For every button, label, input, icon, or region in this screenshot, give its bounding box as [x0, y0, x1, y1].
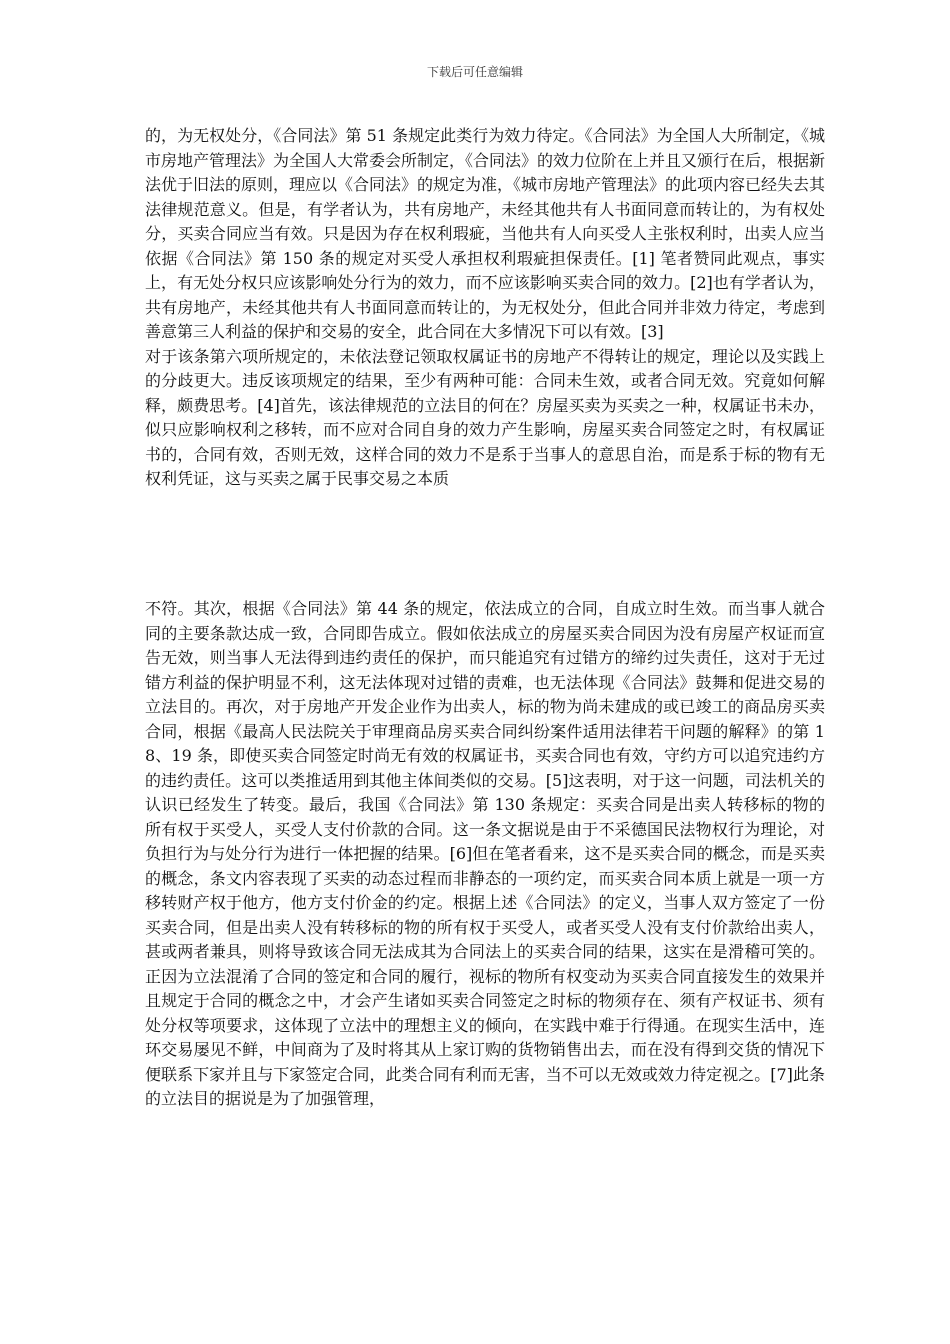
page-header-note: 下载后可任意编辑	[426, 65, 523, 79]
text-block-bottom	[145, 597, 825, 1112]
text-block-top	[145, 124, 825, 492]
paragraph-joint-property: 的，为无权处分，《合同法》第 51 条规定此类行为效力待定。《合同法》为全国人大所制定，《城市房地产管理法》为全国人大常委会所制定，《合同法》的效力位阶在上并且又颁行在后，根据新法优于旧法的原则，理应以《合同法》的规定为准，《城市房地产管理法》的此项内容已经失去其法律规范意义。但是，有学者认为，共有房地产，未经其他共有人书面同意而转让的，为有权处分，买卖合同应当有效。只是因为存在权利瑕疵，当他共有人向买受人主张权利时，出卖人应当依据《合同法》第 150 条的规定对买受人承担权利瑕疵担保责任。[1] 笔者赞同此观点，事实上，有无处分权只应该影响处分行为的效力，而不应该影响买卖合同的效力。[2]也有学者认为，共有房地产，未经其他共有人书面同意而转让的，为无权处分，但此合同并非效力待定，考虑到善意第三人利益的保护和交易的安全，此合同在大多情况下可以有效。[3]	[145, 126, 826, 341]
paragraph-contract-law-analysis: 不符。其次，根据《合同法》第 44 条的规定，依法成立的合同，自成立时生效。而当事人就合同的主要条款达成一致，合同即告成立。假如依法成立的房屋买卖合同因为没有房屋产权证而宣告无效，则当事人无法得到违约责任的保护，而只能追究有过错方的缔约过失责任，这对于无过错方利益的保护明显不利，这无法体现对过错的责难，也无法体现《合同法》鼓舞和促进交易的立法目的。再次，对于房地产开发企业作为出卖人，标的物为尚未建成的或已竣工的商品房买卖合同，根据《最高人民法院关于审理商品房买卖合同纠纷案件适用法律若干问题的解释》的第 18、19 条，即使买卖合同签定时尚无有效的权属证书，买卖合同也有效，守约方可以追究违约方的违约责任。这可以类推适用到其他主体间类似的交易。[5]这表明，对于这一问题，司法机关的认识已经发生了转变。最后，我国《合同法》第 130 条规定：买卖合同是出卖人转移标的物的所有权于买受人，买受人支付价款的合同。这一条文据说是由于不采德国民法物权行为理论，对负担行为与处分行为进行一体把握的结果。[6]但在笔者看来，这不是买卖合同的概念，而是买卖的概念，条文内容表现了买卖的动态过程而非静态的一项约定，而买卖合同本质上就是一项一方移转财产权于他方，他方支付价金的约定。根据上述《合同法》的定义，当事人双方签定了一份买卖合同，但是出卖人没有转移标的物的所有权于买受人，或者买受人没有支付价款给出卖人，甚或两者兼具，则将导致该合同无法成其为合同法上的买卖合同的结果，这实在是滑稽可笑的。正因为立法混淆了合同的签定和合同的履行，视标的物所有权变动为买卖合同直接发生的效果并且规定于合同的概念之中，才会产生诸如买卖合同签定之时标的物须存在、须有产权证书、须有处分权等项要求，这体现了立法中的理想主义的倾向，在实践中难于行得通。在现实生活中，连环交易屡见不鲜，中间商为了及时将其从上家订购的货物销售出去，而在没有得到交货的情况下便联系下家并且与下家签定合同，此类合同有利而无害，当不可以无效或效力待定视之。[7]此条的立法目的据说是为了加强管理，	[145, 599, 825, 1108]
paragraph-title-certificate: 对于该条第六项所规定的，未依法登记领取权属证书的房地产不得转让的规定，理论以及实践上的分歧更大。违反该项规定的结果，至少有两种可能：合同未生效，或者合同无效。究竟如何解释，颇费思考。[4]首先，该法律规范的立法目的何在？房屋买卖为买卖之一种，权属证书未办，似只应影响权利之移转，而不应对合同自身的效力产生影响，房屋买卖合同签定之时，有权属证书的，合同有效，否则无效，这样合同的效力不是系于当事人的意思自治，而是系于标的物有无权利凭证，这与买卖之属于民事交易之本质	[145, 346, 825, 488]
